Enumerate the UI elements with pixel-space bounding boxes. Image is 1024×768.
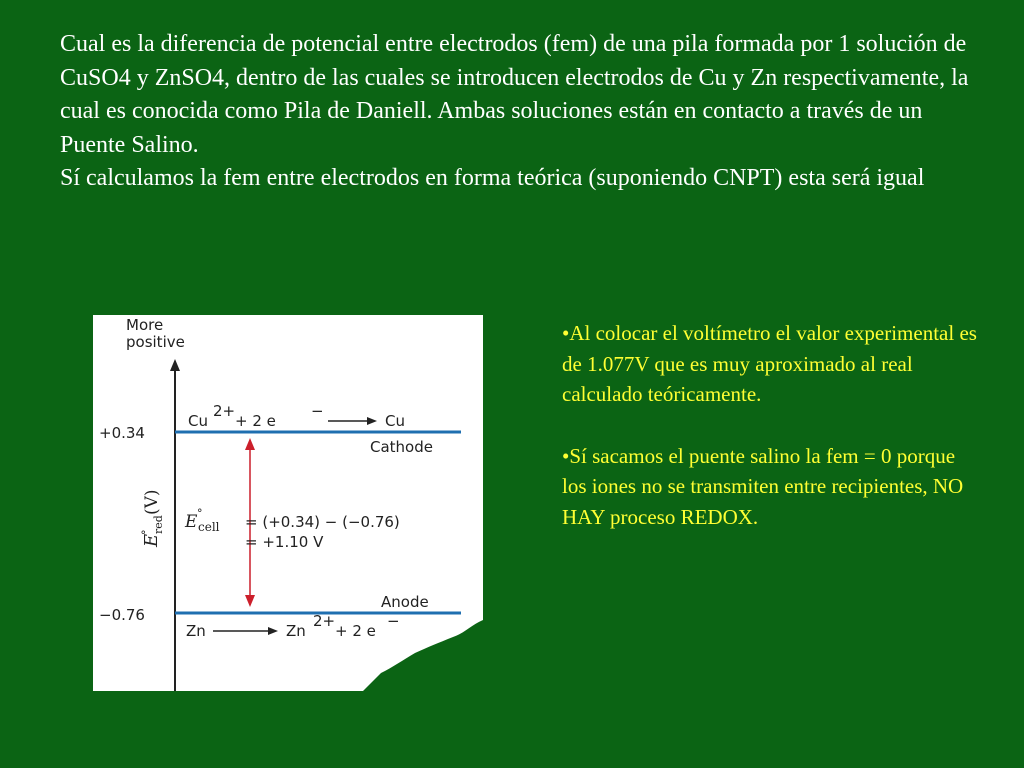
axis-title-unit: (V) xyxy=(142,489,162,515)
svg-text:−: − xyxy=(387,612,400,630)
cathode-label: Cathode xyxy=(370,438,433,456)
svg-text:2+: 2+ xyxy=(313,612,336,630)
ecell-equation-line2: = +1.10 V xyxy=(245,533,324,551)
intro-paragraph-2: Sí calculamos la fem entre electrodos en forma teórica (suponiendo CNPT) esta será igual xyxy=(60,165,925,191)
cathode-reaction-cu: Cu xyxy=(385,412,405,430)
cathode-potential: +0.34 xyxy=(99,424,145,442)
svg-text:E: E xyxy=(185,512,198,532)
ecell-equation-line1: = (+0.34) − (−0.76) xyxy=(245,513,400,531)
intro-text xyxy=(60,28,990,196)
more-label: More xyxy=(126,316,164,334)
bullet-2: •Sí sacamos el puente salino la fem = 0 porque los iones no se transmiten entre recipientes, NO HAY proceso REDOX. xyxy=(562,443,964,529)
svg-text:cell: cell xyxy=(198,520,220,534)
axis-title-e: E xyxy=(141,533,162,547)
cathode-reaction-electrons: + 2 e xyxy=(235,412,276,430)
anode-reaction-electrons: + 2 e xyxy=(335,622,376,640)
bullet-list xyxy=(562,318,982,563)
daniell-cell-diagram xyxy=(93,315,483,691)
svg-text:−: − xyxy=(311,402,324,420)
intro-paragraph-1: Cual es la diferencia de potencial entre electrodos (fem) de una pila formada por 1 solución de CuSO4 y ZnSO4, dentro de las cuales se introducen electrodos de Cu y Zn respectivamente, la cual es conocida como Pila de Daniell. Ambas soluciones están en contacto a través de un Puente Salino. xyxy=(60,31,969,158)
bullet-1: •Al colocar el voltímetro el valor experimental es de 1.077V que es muy aproximado al real calculado teóricamente. xyxy=(562,321,977,406)
axis-title-sub: red xyxy=(152,515,165,534)
anode-label: Anode xyxy=(381,593,429,611)
anode-reaction-zn2: Zn xyxy=(286,622,306,640)
svg-text:2+: 2+ xyxy=(213,402,236,420)
svg-text:°: ° xyxy=(140,529,153,535)
cathode-reaction-cu2: Cu xyxy=(188,412,208,430)
svg-text:°: ° xyxy=(197,507,203,520)
anode-potential: −0.76 xyxy=(99,606,145,624)
anode-reaction-zn: Zn xyxy=(186,622,206,640)
positive-label: positive xyxy=(126,333,185,351)
